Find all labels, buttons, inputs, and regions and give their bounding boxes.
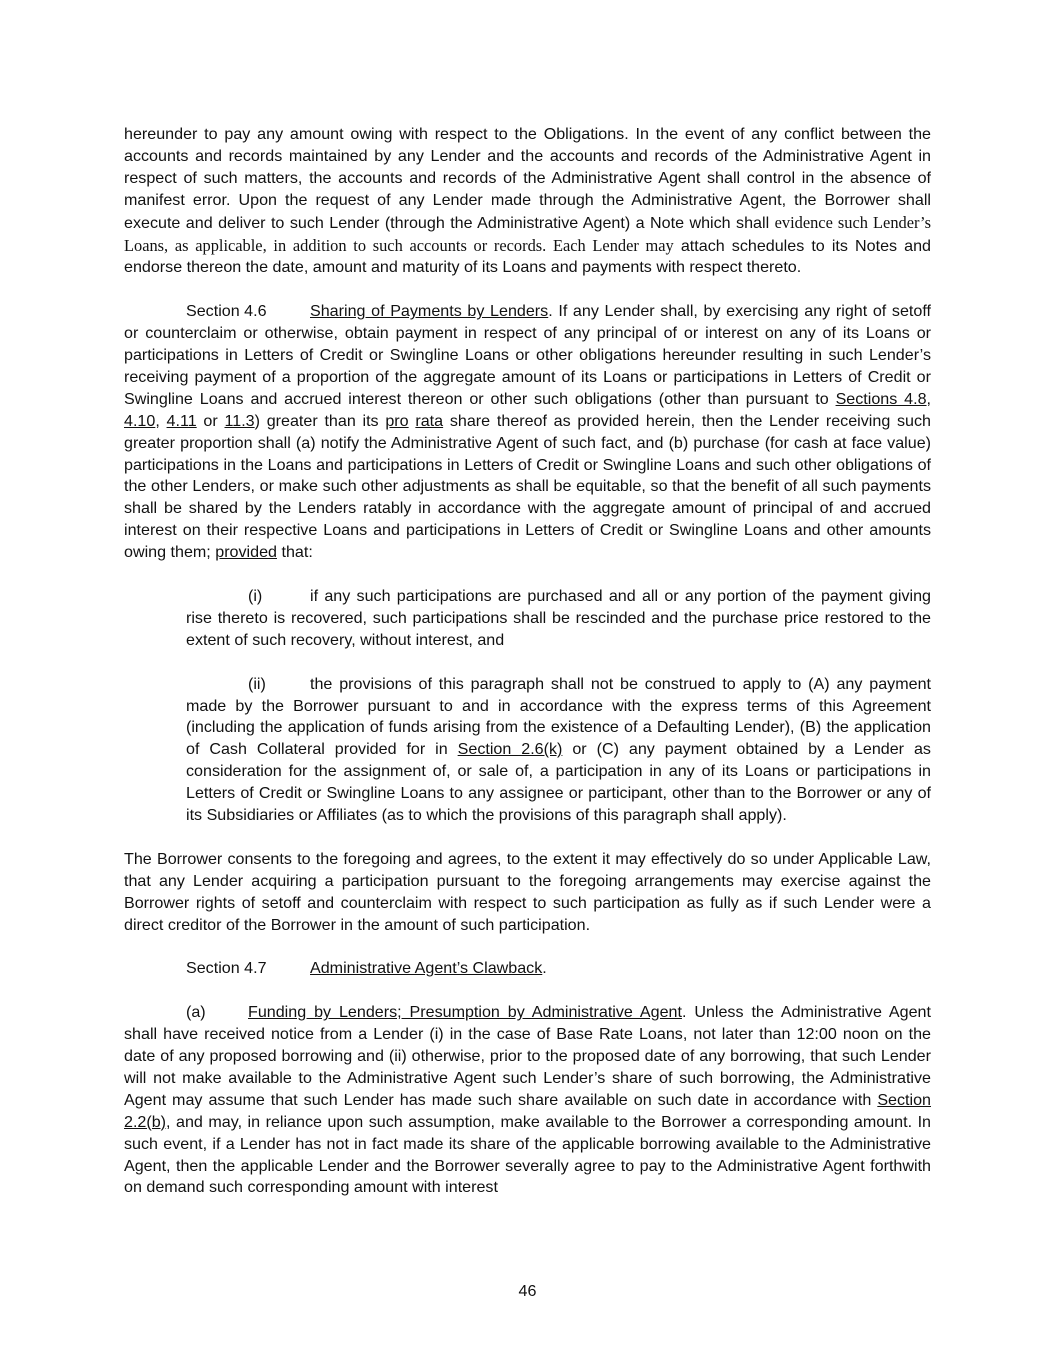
paragraph-consent: The Borrower consents to the foregoing and agrees, to the extent it may effectively do so under Applicable Law, that any Lender acquiring a participation pursuant to the foregoing arrangements may exercise against the Borrower rights of setoff and counterclaim with respect to such participation as fully as if such Lender were a direct creditor of the Borrower in the amount of such participation. xyxy=(124,849,931,934)
cross-reference: Sections 4.8 xyxy=(835,389,927,408)
cross-reference: 4.10 xyxy=(124,411,156,430)
clause-ii: (ii) the provisions of this paragraph shall not be construed to apply to (A) any payment made by the Borrower pursuant to and in accordance with the express terms of this Agreement (including the application of funds arising from the existence of a Defaulting Lender), (B) the application of Cash Collateral provided for in Section 2.6(k) or (C) any payment obtained by a Lender as consideration for the assignment of, or sale of, a participation in any of its Loans or participations in Letters of Credit or Swingline Loans to any assignee or participant, other than to the Borrower or any of its Subsidiaries or Affiliates (as to which the provisions of this paragraph shall apply). xyxy=(186,674,931,825)
paragraph-obligations xyxy=(124,124,931,279)
latin-term: pro xyxy=(385,411,409,430)
proviso-term: provided xyxy=(215,543,277,562)
cross-reference: 4.11 xyxy=(166,411,197,430)
section-number: Section 4.7 xyxy=(186,959,267,978)
section-title: Administrative Agent’s Clawback xyxy=(310,959,543,978)
clause-i: (i) if any such participations are purchased and all or any portion of the payment giving rise thereto is recovered, such participations shall be rescinded and the purchase price restored to the extent of such recovery, without interest, and xyxy=(186,587,931,649)
document-page xyxy=(124,124,931,1199)
subsection-title: Funding by Lenders; Presumption by Administrative Agent xyxy=(248,1003,682,1022)
paragraph-text: attach schedules to its Notes and endorse thereon the date, amount and maturity of its Loans and payments with respect thereto. xyxy=(124,236,932,277)
cross-reference: 11.3 xyxy=(224,411,255,430)
section-title: Sharing of Payments by Lenders xyxy=(310,302,549,321)
subsection-a: (a) Funding by Lenders; Presumption by Administrative Agent. Unless the Administrative Agent shall have received notice from a Lender (i) in the case of Base Rate Loans, not later than 12:00 noon on the date of any proposed borrowing and (ii) otherwise, prior to the proposed date of any borrowing, that such Lender will not make available to the Administrative Agent such Lender’s share of such borrowing, the Administrative Agent may assume that such Lender has made such share available on such date in accordance with Section 2.2(b), and may, in reliance upon such assumption, make available to the Borrower a corresponding amount. In such event, if a Lender has not in fact made its share of the applicable borrowing available to the Administrative Agent, then the applicable Lender and the Borrower severally agree to pay to the Administrative Agent forthwith on demand such corresponding amount with interest xyxy=(124,1003,931,1197)
cross-reference: Section 2.6(k) xyxy=(457,740,563,759)
page-number: 46 xyxy=(518,1282,537,1300)
latin-term: rata xyxy=(415,411,444,430)
clause-number: (ii) xyxy=(248,674,266,693)
section-number: Section 4.6 xyxy=(186,302,267,321)
clause-number: (i) xyxy=(248,587,263,605)
cross-reference: Section 2.2(b) xyxy=(124,1090,931,1131)
section-4-7-heading: Section 4.7 Administrative Agent’s Clawback. xyxy=(124,958,931,980)
section-4-6: Section 4.6 Sharing of Payments by Lenders. If any Lender shall, by exercising any right of setoff or counterclaim or otherwise, obtain payment in respect of any principal of or interest on any of its Loans or participations in Letters of Credit or Swingline Loans or other obligations hereunder resulting in such Lender’s receiving payment of a proportion of the aggregate amount of its Loans or participations in Letters of Credit or Swingline Loans and accrued interest thereon or other such obligations (other than pursuant to Sections 4.8, 4.10, 4.11 or 11.3) greater than its pro rata share thereof as provided herein, then the Lender receiving such greater proportion shall (a) notify the Administrative Agent of such fact, and (b) purchase (for cash at face value) participations in the Loans and participations in Letters of Credit or Swingline Loans and such other obligations of the other Lenders, or make such other adjustments as shall be equitable, so that the benefit of all such payments shall be shared by the Lenders ratably in accordance with the aggregate amount of principal of and accrued interest on their respective Loans and participations in Letters of Credit or Swingline Loans and other amounts owing them; provided that: xyxy=(124,302,932,562)
paragraph-text-serif: evidence such Lender’s Loans, as applicable, in addition to such accounts or records. Each Lender may xyxy=(124,212,931,255)
paragraph-text: hereunder to pay any amount owing with respect to the Obligations. In the event of any conflict between the accounts and records maintained by any Lender and the accounts and records of the Administrative Agent in respect of such matters, the accounts and records of the Administrative Agent shall control in the absence of manifest error. Upon the request of any Lender made through the Administrative Agent, the Borrower shall execute and deliver to such Lender (through the Administrative Agent) a Note which shall xyxy=(124,125,931,232)
subsection-number: (a) xyxy=(186,1003,206,1022)
